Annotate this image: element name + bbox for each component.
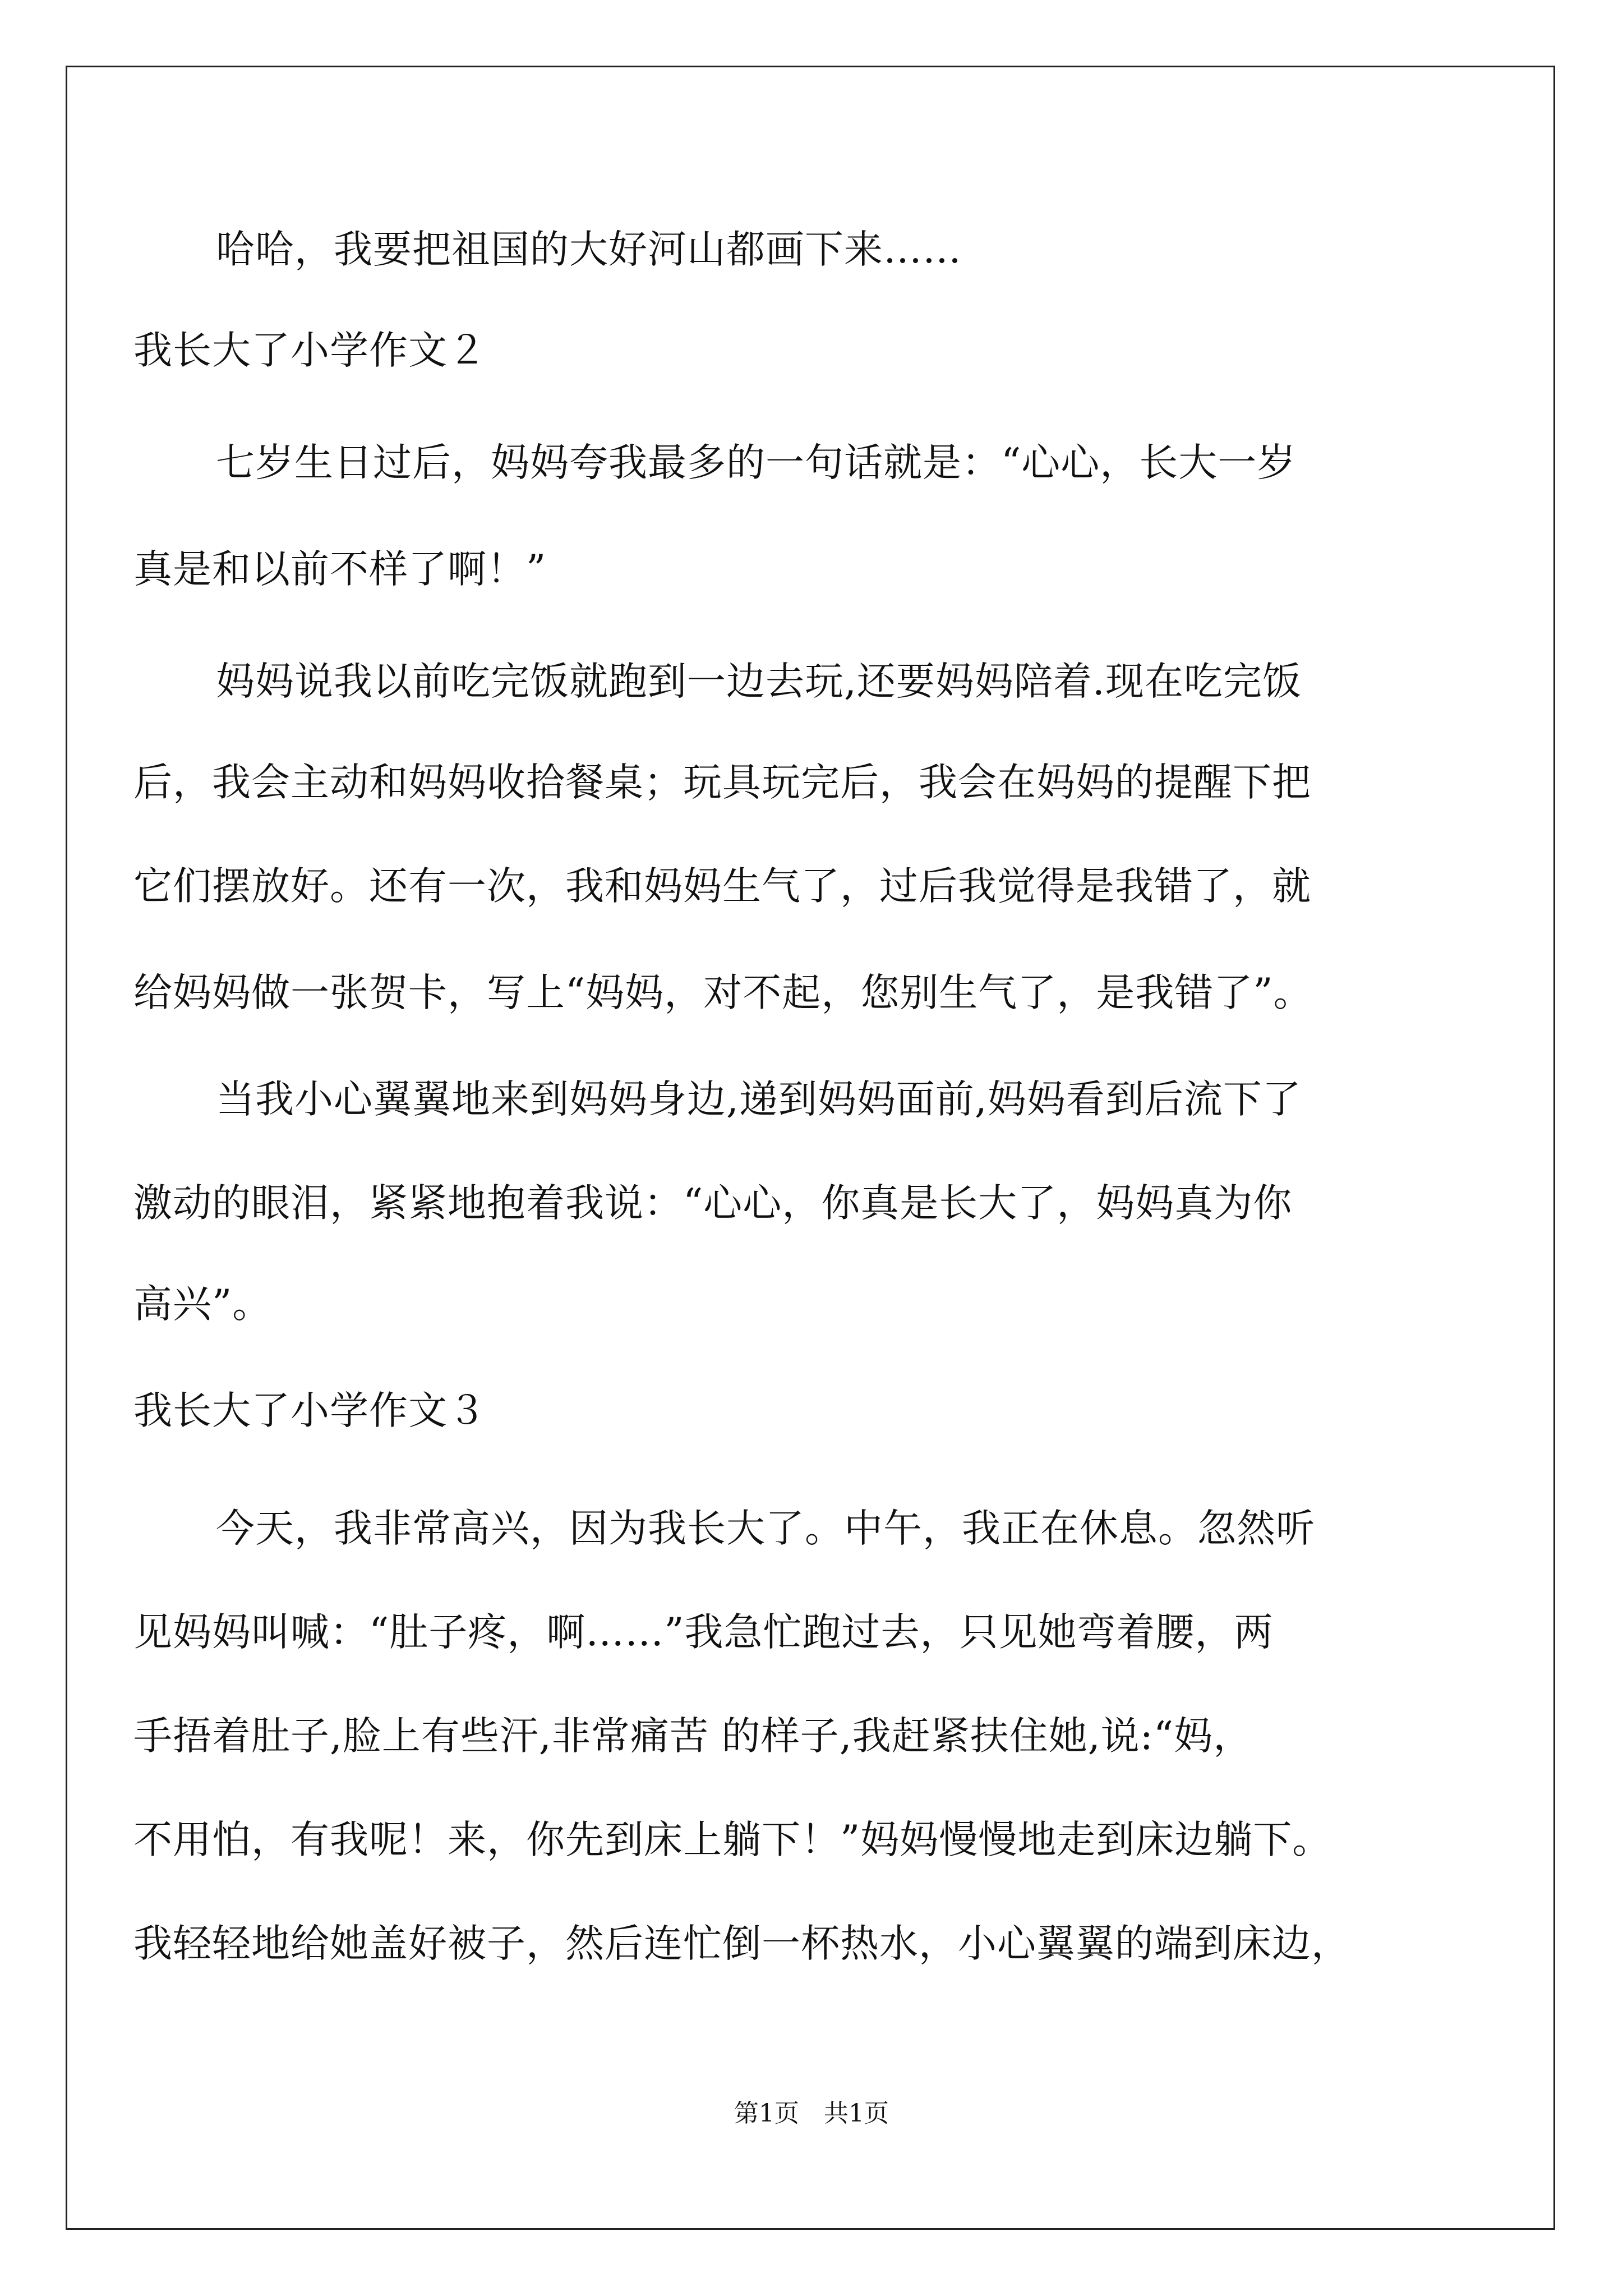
paragraph-line: 七岁生日过后，妈妈夸我最多的一句话就是：“心心，长大一岁 xyxy=(216,440,1297,485)
paragraph-line: 见妈妈叫喊：“肚子疼，啊……”我急忙跑过去，只见她弯着腰，两 xyxy=(133,1610,1274,1655)
paragraph-line: 真是和以前不样了啊！” xyxy=(133,547,547,592)
paragraph-line: 今天，我非常高兴，因为我长大了。中午，我正在休息。忽然听 xyxy=(216,1506,1315,1551)
paragraph-line: 激动的眼泪，紧紧地抱着我说：“心心，你真是长大了，妈妈真为你 xyxy=(133,1181,1293,1226)
section-heading: 我长大了小学作文２ xyxy=(133,328,487,373)
paragraph-line: 后，我会主动和妈妈收拾餐桌；玩具玩完后，我会在妈妈的提醒下把 xyxy=(133,760,1311,805)
paragraph-line: 它们摆放好。还有一次，我和妈妈生气了，过后我觉得是我错了，就 xyxy=(133,864,1311,909)
paragraph-line: 妈妈说我以前吃完饭就跑到一边去玩,还要妈妈陪着.现在吃完饭 xyxy=(216,659,1302,704)
paragraph-line: 当我小心翼翼地来到妈妈身边,递到妈妈面前,妈妈看到后流下了 xyxy=(216,1077,1302,1122)
paragraph-line: 不用怕，有我呢！来，你先到床上躺下！”妈妈慢慢地走到床边躺下。 xyxy=(133,1818,1332,1862)
paragraph-line: 手捂着肚子,脸上有些汗,非常痛苦 的样子,我赶紧扶住她,说:“妈， xyxy=(133,1714,1253,1759)
paragraph-line: 哈哈，我要把祖国的大好河山都画下来…… xyxy=(216,227,962,272)
page-border xyxy=(66,66,1555,2230)
paragraph-line: 给妈妈做一张贺卡，写上“妈妈，对不起，您别生气了，是我错了”。 xyxy=(133,970,1313,1015)
page-footer: 第1页 共1页 xyxy=(734,2099,889,2128)
paragraph-line: 我轻轻地给她盖好被子，然后连忙倒一杯热水，小心翼翼的端到床边， xyxy=(133,1921,1350,1966)
section-heading: 我长大了小学作文３ xyxy=(133,1388,487,1433)
paragraph-line: 高兴”。 xyxy=(133,1282,272,1327)
